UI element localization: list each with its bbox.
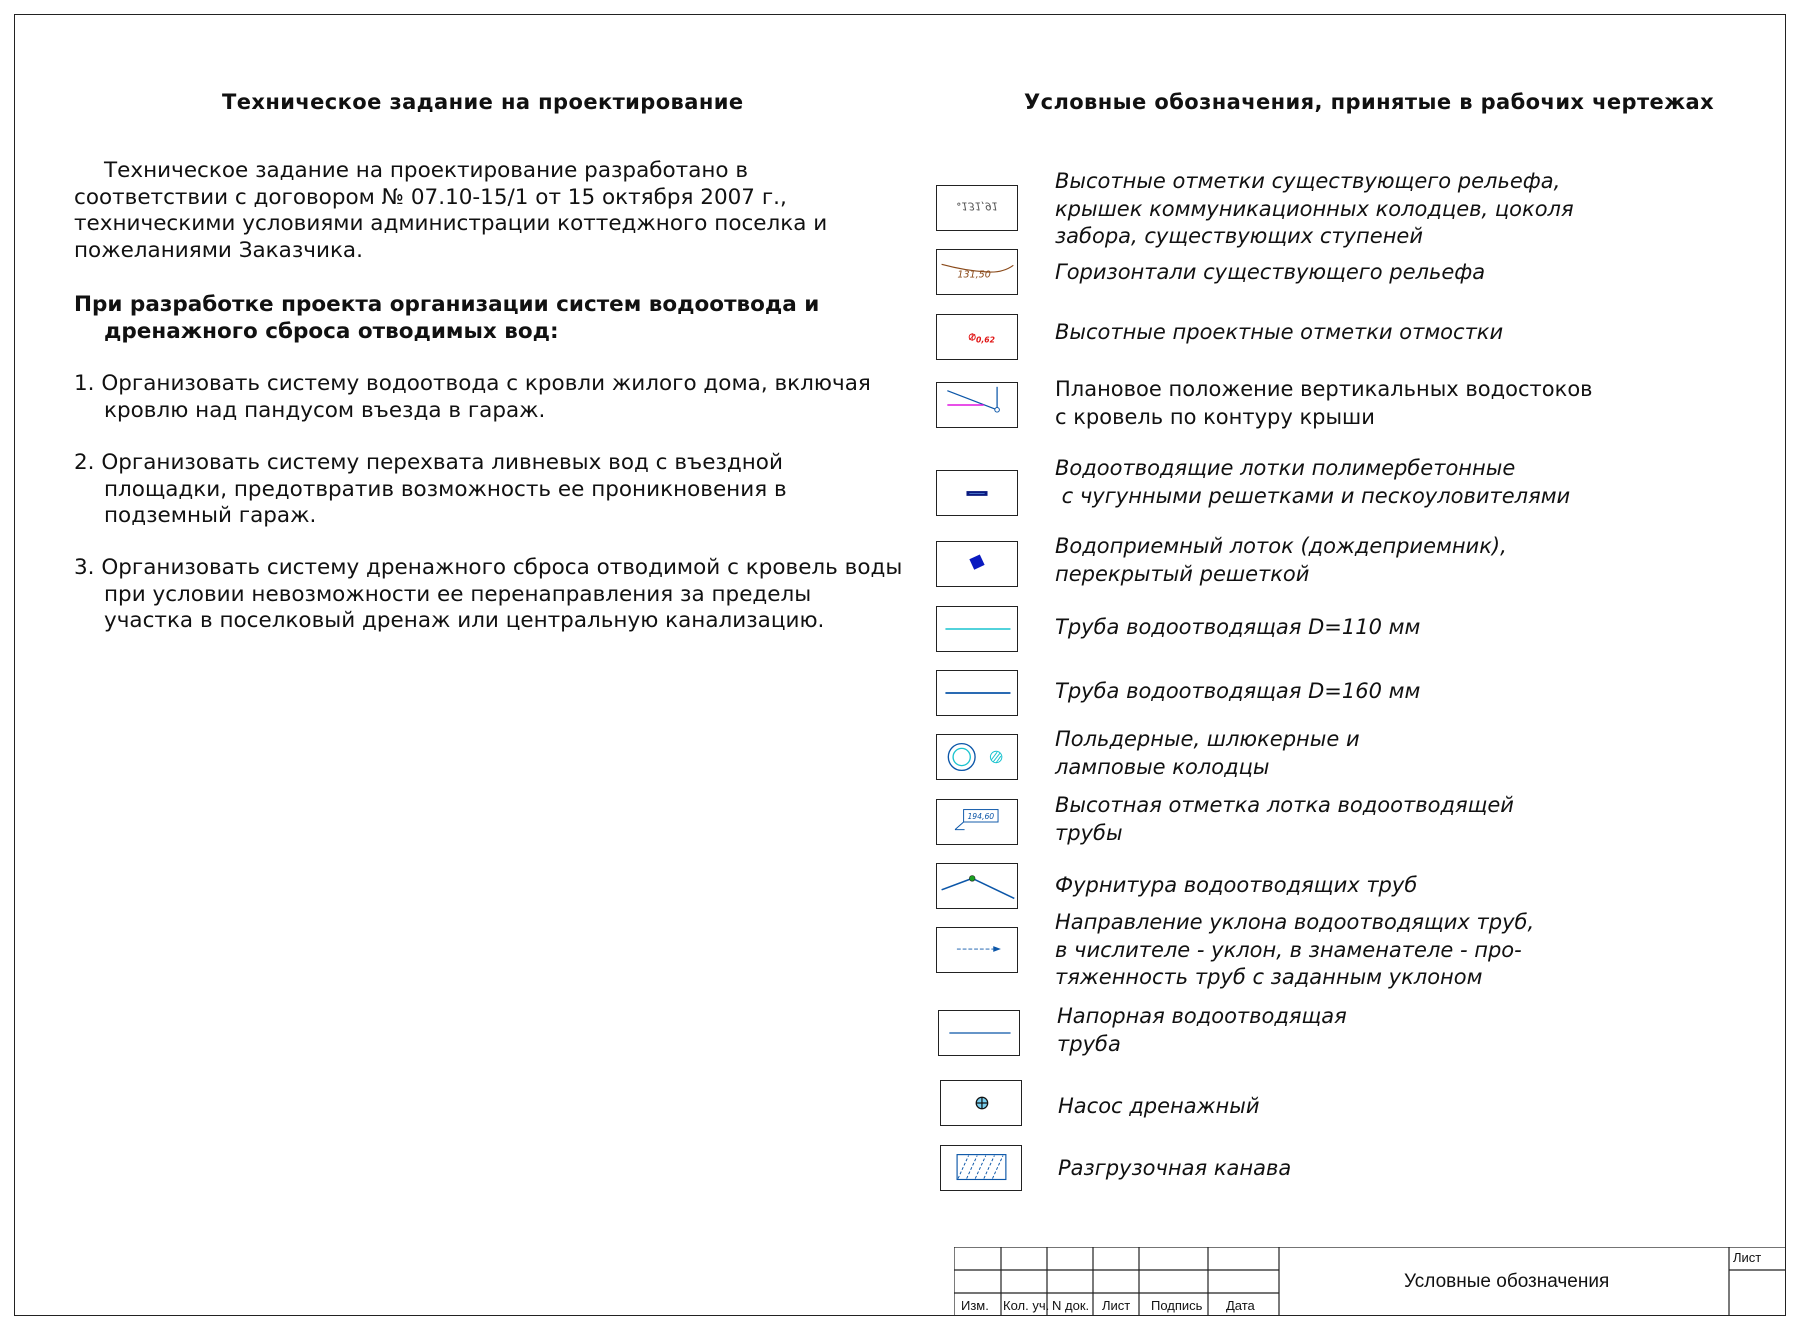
legend-symbol-pressure-pipe [938,1010,1020,1056]
title-block-col-signature: Подпись [1151,1298,1203,1313]
invert-elevation-sample: 194,60 [967,812,995,822]
legend-symbol-slope-direction [936,927,1018,973]
spec-title: Техническое задание на проектирование [222,90,744,114]
legend-desc-pipe-160: Труба водоотводящая D=160 мм [1055,679,1421,703]
spec-item-1: 1. Организовать систему водоотвода с кровли жилого дома, включая кровлю над пандусом въезда в гараж. [74,371,871,423]
title-block-col-change: Изм. [961,1298,989,1313]
legend-desc-contour-lines: Горизонтали существующего рельефа [1055,260,1486,284]
contour-sample: 131,50 [957,269,991,281]
legend-desc-drainage-pump: Насос дренажный [1058,1094,1260,1118]
legend-symbol-pipe-110 [936,606,1018,652]
legend-desc-slope-direction: Направление уклона водоотводящих труб, в числителе - уклон, в знаменателе - про- тяженность труб с заданным уклоном [1055,910,1535,989]
legend-desc-wells: Польдерные, шлюкерные и ламповые колодцы [1055,727,1360,779]
drawing-title-block [954,1247,1786,1316]
legend-symbol-drain-channels [936,470,1018,516]
spec-requirements-heading: При разработке проекта организации систем водоотвода и дренажного сброса отводимых вод: [74,292,820,344]
blind-area-sample: 0,62 [976,335,995,345]
legend-desc-storm-inlet: Водоприемный лоток (дождеприемник), перекрытый решеткой [1055,534,1507,586]
title-block-sheet-label: Лист [1733,1250,1762,1265]
legend-desc-existing-elevation: Высотные отметки существующего рельефа, крышек коммуникационных колодцев, цоколя забора, существующих ступеней [1055,169,1574,248]
spec-intro-paragraph: Техническое задание на проектирование разработано в соответствии с договором № 07.10-15/1 от 15 октября 2007 г., техническими условиями администрации коттеджного поселка и пожеланиями Заказчика. [74,158,828,263]
title-block-col-qty: Кол. уч. [1003,1298,1050,1313]
title-block-drawing-title: Условные обозначения [1404,1271,1610,1292]
title-block-col-doc: N док. [1052,1298,1090,1313]
legend-symbol-drainage-pump [940,1080,1022,1126]
legend-desc-pressure-pipe: Напорная водоотводящая труба [1057,1004,1347,1056]
legend-desc-blind-area-marks: Высотные проектные отметки отмостки [1055,320,1504,344]
spec-item-3: 3. Организовать систему дренажного сброса отводимой с кровель воды при условии невозможности ее перенаправления за пределы участка в поселковый дренаж или центральную канализацию. [74,555,903,633]
legend-symbol-storm-inlet [936,541,1018,587]
title-block-col-sheet: Лист [1102,1298,1131,1313]
legend-symbol-pipe-fittings [936,863,1018,909]
legend-symbol-contour-lines [936,249,1018,295]
legend-symbol-invert-elevation [936,799,1018,845]
legend-symbol-downspouts [936,382,1018,428]
legend-title: Условные обозначения, принятые в рабочих чертежах [1024,90,1715,114]
legend-symbol-blind-area-marks [936,314,1018,360]
legend-desc-drain-channels: Водоотводящие лотки полимербетонные с чугунными решетками и пескоуловителями [1055,456,1571,508]
legend-desc-invert-elevation: Высотная отметка лотка водоотводящей трубы [1055,793,1514,845]
legend-desc-downspouts: Плановое положение вертикальных водостоков с кровель по контуру крыши [1055,377,1593,429]
legend-symbol-wells [936,734,1018,780]
spec-item-2: 2. Организовать систему перехвата ливневых вод с въездной площадки, предотвратив возможность ее проникновения в подземный гараж. [74,450,787,528]
title-block-col-date: Дата [1226,1298,1255,1313]
legend-symbol-existing-elevation [936,185,1018,231]
legend-desc-pipe-fittings: Фурнитура водоотводящих труб [1055,873,1418,897]
legend-symbol-pipe-160 [936,670,1018,716]
legend-desc-pipe-110: Труба водоотводящая D=110 мм [1055,615,1421,639]
legend-symbol-relief-ditch [940,1145,1022,1191]
legend-desc-relief-ditch: Разгрузочная канава [1058,1156,1292,1180]
existing-elevation-sample: 131,91 [961,199,999,212]
